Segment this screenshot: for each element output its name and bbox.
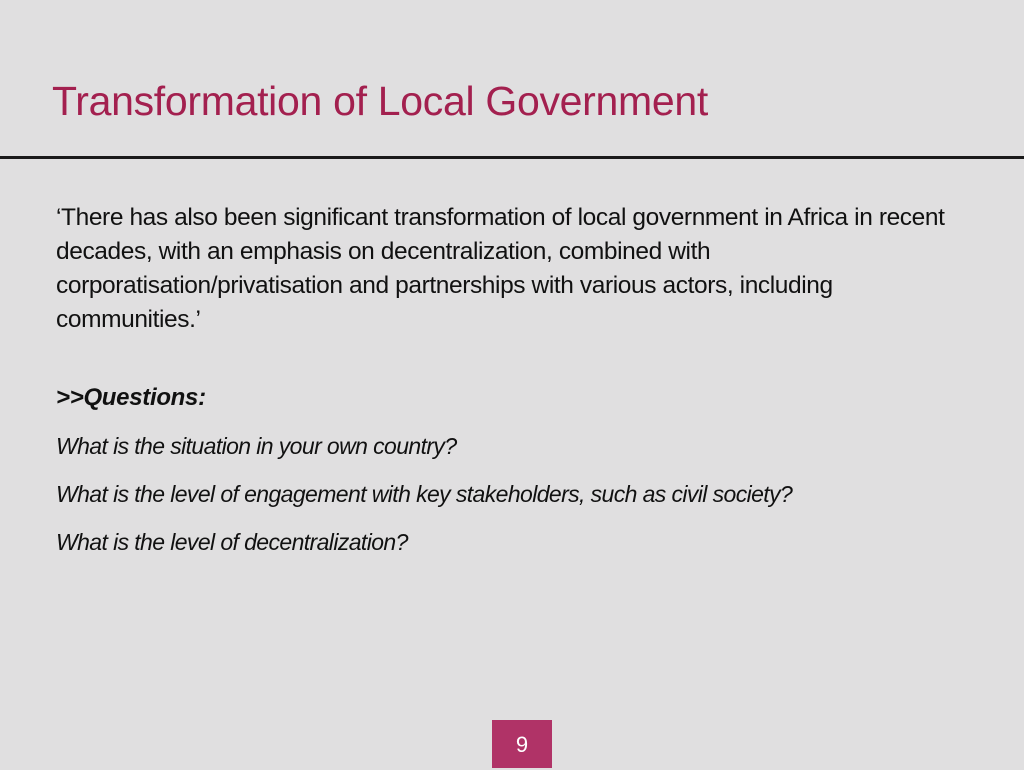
question-item: What is the level of decentralization? xyxy=(56,529,408,555)
page-number-badge: 9 xyxy=(492,720,552,768)
title-divider xyxy=(0,156,1024,159)
question-item: What is the situation in your own country? xyxy=(56,433,457,459)
questions-prefix: >> xyxy=(56,384,84,411)
slide-title: Transformation of Local Government xyxy=(52,78,708,124)
question-item: What is the level of engagement with key stakeholders, such as civil society? xyxy=(56,481,793,507)
questions-label: Questions: xyxy=(83,384,206,411)
quote-text: ‘There has also been significant transformation of local government in Africa in recent decades, with an emphasis on decentralization, combined with corporatisation/privatisation and partnerships with various actors, including communities.’ xyxy=(56,204,945,333)
questions-heading xyxy=(56,381,976,415)
slide-body xyxy=(56,201,976,559)
